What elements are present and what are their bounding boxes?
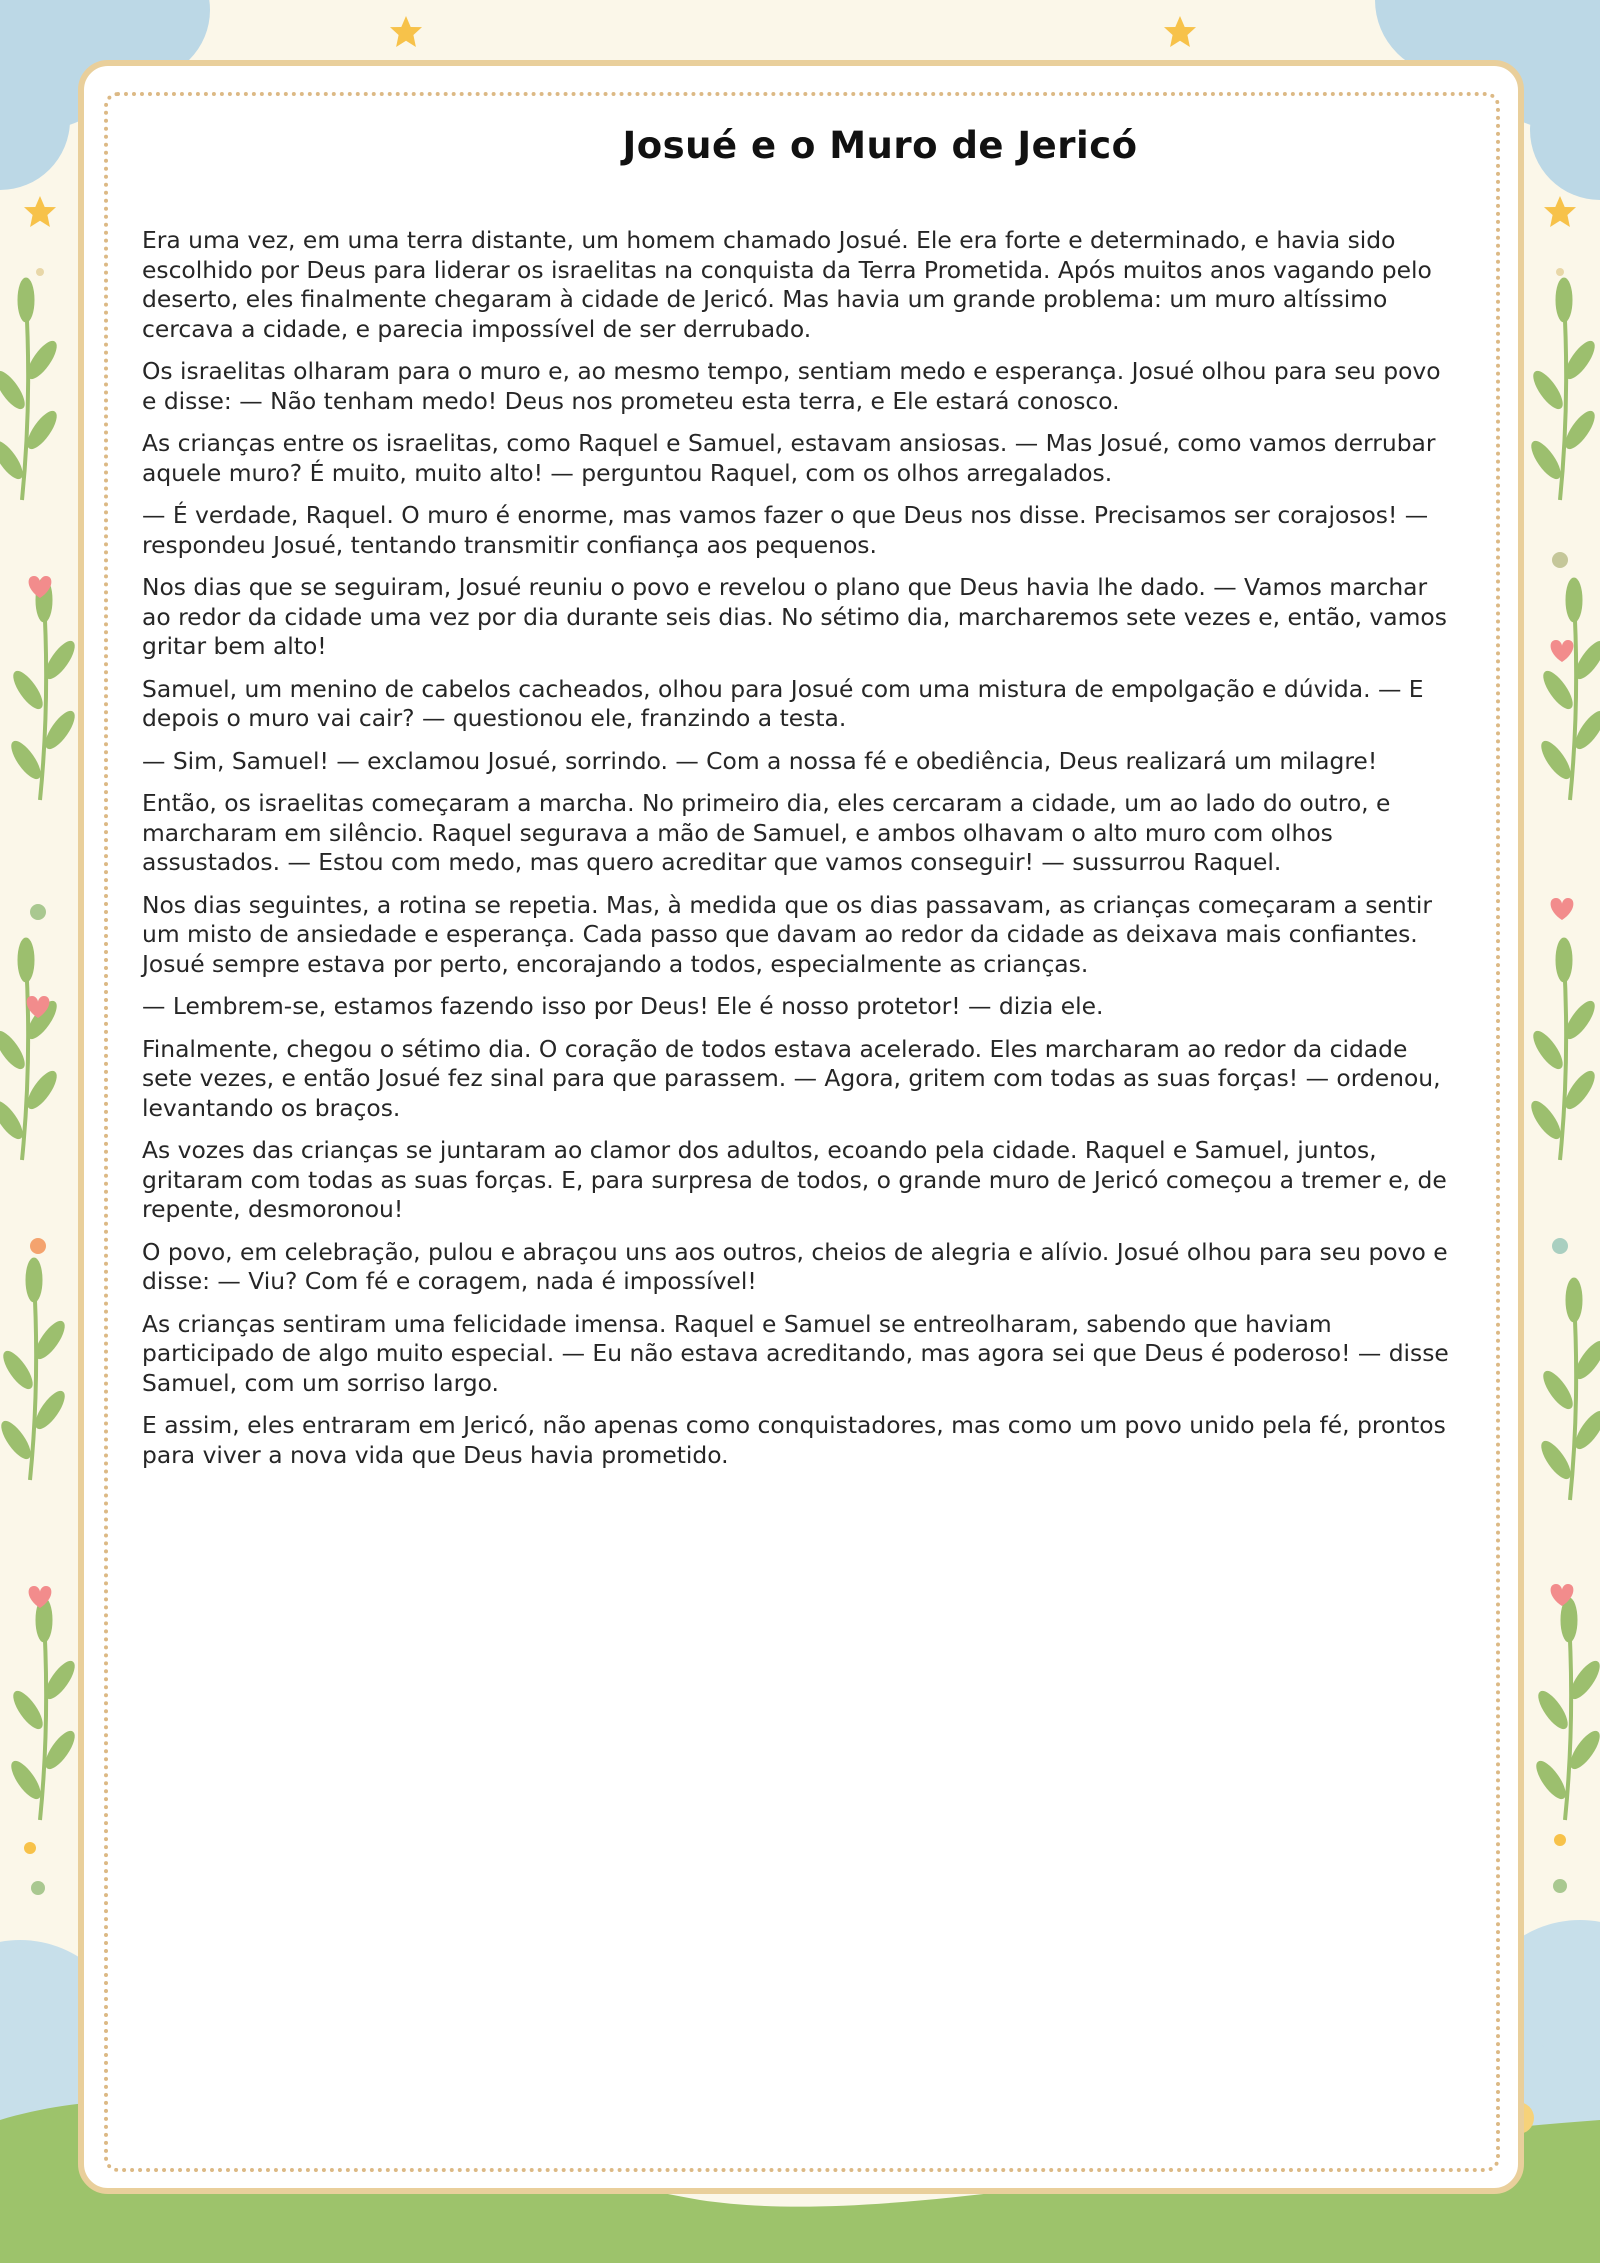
- story-paragraph: As crianças entre os israelitas, como Raquel e Samuel, estavam ansiosas. — Mas Josué, como vamos derrubar aquele muro? É muito, muito alto! — perguntou Raquel, com os olhos arregalados.: [142, 429, 1436, 487]
- leaf-branch-icon: [0, 1258, 69, 1480]
- leaf-branch-icon: [1532, 1598, 1600, 1820]
- leaf-branch-icon: [7, 578, 79, 800]
- leaf-branch-icon: [0, 938, 61, 1160]
- leaf-branch-icon: [1527, 278, 1599, 500]
- story-paragraph: — Sim, Samuel! — exclamou Josué, sorrindo. — Com a nossa fé e obediência, Deus realizará um milagre!: [142, 746, 1378, 775]
- leaf-branch-icon: [1537, 578, 1600, 800]
- heart-icon: [1551, 640, 1574, 662]
- story-paragraph: As vozes das crianças se juntaram ao clamor dos adultos, ecoando pela cidade. Raquel e Samuel, juntos, gritaram com todas as suas forças. E, para surpresa de todos, o grande muro de Jericó começou a tremer e, de repente, desmoronou!: [142, 1136, 1447, 1223]
- story-paragraph: Os israelitas olharam para o muro e, ao mesmo tempo, sentiam medo e esperança. Josué olhou para seu povo e disse: — Não tenham medo! Deus nos prometeu esta terra, e Ele estará conosco.: [142, 357, 1441, 415]
- star-icon: [1544, 196, 1576, 227]
- story-paragraph: E assim, eles entraram em Jericó, não apenas como conquistadores, mas como um povo unido pela fé, prontos para viver a nova vida que Deus havia prometido.: [142, 1411, 1446, 1469]
- story-paragraph: Nos dias seguintes, a rotina se repetia. Mas, à medida que os dias passavam, as crianças começaram a sentir um misto de ansiedade e esperança. Cada passo que davam ao redor da cidade as deixava mais confiantes. Josué sempre estava por perto, encorajando a todos, especialmente as crianças.: [142, 890, 1432, 978]
- story-paragraph: Finalmente, chegou o sétimo dia. O coração de todos estava acelerado. Eles marcharam ao redor da cidade sete vezes, e então Josué fez sinal para que parassem. — Agora, gritem com todas as suas forças! — ordenou, levantando os braços.: [142, 1034, 1441, 1122]
- story-paragraph: — É verdade, Raquel. O muro é enorme, mas vamos fazer o que Deus nos disse. Precisamos ser corajosos! — respondeu Josué, tentando transmitir confiança aos pequenos.: [142, 501, 1429, 559]
- story-paragraph: Era uma vez, em uma terra distante, um homem chamado Josué. Ele era forte e determinado, e havia sido escolhido por Deus para liderar os israelitas na conquista da Terra Prometida. Após muitos anos vagando pelo deserto, eles finalmente chegaram à cidade de Jericó. Mas havia um grande problema: um muro altíssimo cercava a cidade, e parecia impossível de ser derrubado.: [142, 226, 1432, 343]
- story-body: [142, 226, 1462, 1483]
- leaf-branch-icon: [1537, 1278, 1600, 1500]
- star-icon: [24, 196, 56, 227]
- leaf-branch-icon: [7, 1598, 79, 1820]
- story-paragraph: Então, os israelitas começaram a marcha. No primeiro dia, eles cercaram a cidade, um ao lado do outro, e marcharam em silêncio. Raquel segurava a mão de Samuel, e ambos olhavam o alto muro com olhos assustados. — Estou com medo, mas quero acreditar que vamos conseguir! — sussurrou Raquel.: [142, 789, 1391, 876]
- story-paragraph: As crianças sentiram uma felicidade imensa. Raquel e Samuel se entreolharam, sabendo que haviam participado de algo muito especial. — Eu não estava acreditando, mas agora sei que Deus é poderoso! — disse Samuel, com um sorriso largo.: [142, 1309, 1449, 1397]
- heart-icon: [1551, 898, 1574, 920]
- star-icon: [390, 16, 422, 47]
- story-paragraph: Nos dias que se seguiram, Josué reuniu o povo e revelou o plano que Deus havia lhe dado. — Vamos marchar ao redor da cidade uma vez por dia durante seis dias. No sétimo dia, marcharemos sete vezes e, então, vamos gritar bem alto!: [142, 573, 1447, 660]
- story-paragraph: Samuel, um menino de cabelos cacheados, olhou para Josué com uma mistura de empolgação e dúvida. — E depois o muro vai cair? — questionou ele, franzindo a testa.: [142, 674, 1424, 732]
- star-icon: [1164, 16, 1196, 47]
- leaf-branch-icon: [1527, 938, 1599, 1160]
- story-paragraph: — Lembrem-se, estamos fazendo isso por Deus! Ele é nosso protetor! — dizia ele.: [142, 992, 1104, 1020]
- story-title: Josué e o Muro de Jericó: [622, 124, 1138, 167]
- story-paragraph: O povo, em celebração, pulou e abraçou uns aos outros, cheios de alegria e alívio. Josué olhou para seu povo e disse: — Viu? Com fé e coragem, nada é impossível!: [142, 1237, 1448, 1295]
- leaf-branch-icon: [0, 278, 61, 500]
